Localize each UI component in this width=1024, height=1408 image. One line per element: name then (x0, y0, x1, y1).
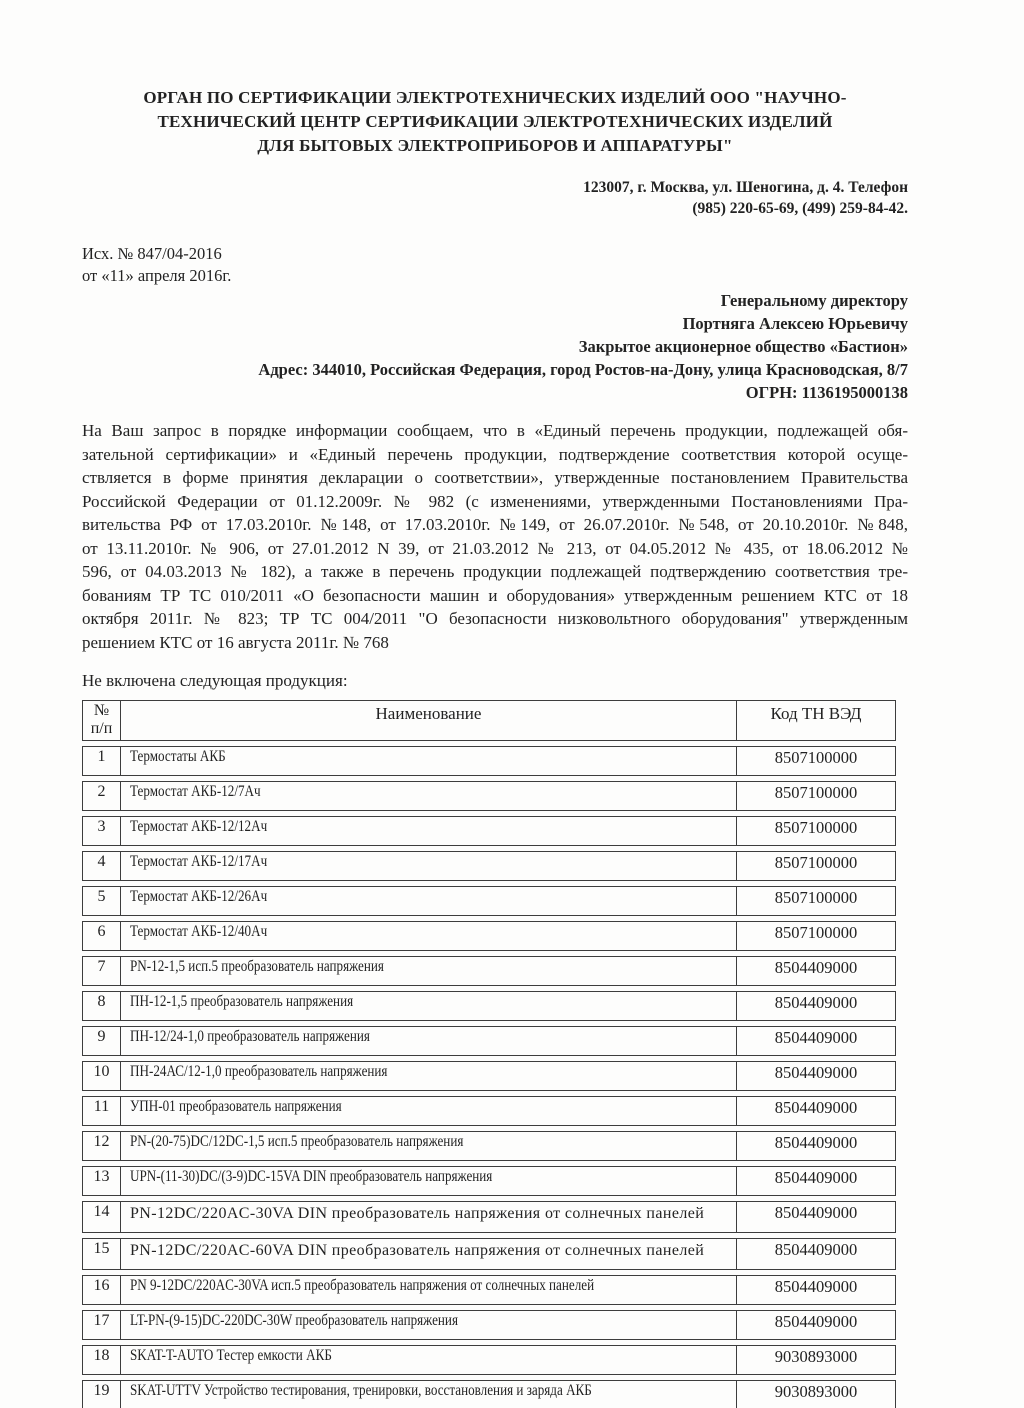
body-line: вительства РФ от 17.03.2010г. №148, от 17.03.2010г. №149, от 26.07.2010г. №548, от 20.10.2010г. №848, (82, 515, 908, 534)
addressee-line: Портняга Алексею Юрьевичу (682, 314, 908, 333)
body-line: бованиям ТР ТС 010/2011 «О безопасности машин и оборудования» утвержденным решением КТС от 18 (82, 585, 908, 605)
table-row (82, 991, 896, 1021)
product-name-cell (121, 887, 737, 915)
row-number-cell: 3 (83, 817, 121, 845)
row-number-cell: 11 (83, 1097, 121, 1125)
table-row (82, 1131, 896, 1161)
product-name-text: Термостат АКБ-12/12Ач (130, 818, 268, 835)
product-name-text: Термостат АКБ-12/7Ач (130, 783, 261, 800)
table-row (82, 1026, 896, 1056)
product-name-cell (121, 1167, 737, 1195)
table-row (82, 1380, 896, 1408)
table-row (82, 1166, 896, 1196)
product-name-cell (121, 1311, 737, 1339)
letterhead-title-line: ДЛЯ БЫТОВЫХ ЭЛЕКТРОПРИБОРОВ И АППАРАТУРЫ" (257, 136, 733, 155)
body-line: Российской Федерации от 01.12.2009г. № 982 (с изменениями, утвержденными Постановлениями Пра- (82, 491, 908, 511)
table-row (82, 746, 896, 776)
row-number-cell: 16 (83, 1276, 121, 1304)
product-name-cell (121, 747, 737, 775)
tnved-code-cell: 8507100000 (774, 888, 858, 907)
contact-line: 123007, г. Москва, ул. Шеногина, д. 4. Телефон (583, 179, 908, 196)
row-number-cell: 14 (83, 1202, 121, 1232)
letterhead-title-line: ОРГАН ПО СЕРТИФИКАЦИИ ЭЛЕКТРОТЕХНИЧЕСКИХ ИЗДЕЛИЙ ООО "НАУЧНО- (143, 88, 847, 107)
addressee-block (82, 289, 908, 404)
product-name-text: PN-12DC/220AC-60VA DIN преобразователь напряжения от солнечных панелей (130, 1242, 705, 1259)
product-name-text: LT-PN-(9-15)DC-220DC-30W преобразователь напряжения (130, 1312, 458, 1329)
product-name-text: SKAT-UTTV Устройство тестирования, тренировки, восстановления и заряда АКБ (130, 1382, 592, 1399)
table-intro: Не включена следующая продукция: (82, 671, 348, 690)
tnved-code-cell: 8504409000 (774, 1028, 858, 1047)
tnved-code-cell: 8504409000 (774, 1063, 858, 1082)
table-row (82, 781, 896, 811)
contact-line: (985) 220-65-69, (499) 259-84-42. (692, 200, 908, 217)
table-row (82, 1238, 896, 1270)
row-number-cell: 4 (83, 852, 121, 880)
addressee-line: Адрес: 344010, Российская Федерация, город Ростов-на-Дону, улица Красноводская, 8/7 (258, 360, 908, 379)
row-number-cell: 18 (83, 1346, 121, 1374)
table-row (82, 1310, 896, 1340)
row-number-cell: 1 (83, 747, 121, 775)
product-name-cell (121, 1276, 737, 1304)
letterhead-title (82, 86, 908, 158)
product-name-cell (121, 1381, 737, 1408)
table-row (82, 921, 896, 951)
body-line: зательной сертификации» и «Единый перечень продукции, подтверждение соответствия которой осуще- (82, 444, 908, 464)
tnved-code-cell: 9030893000 (774, 1382, 858, 1401)
table-row (82, 816, 896, 846)
product-name-cell (121, 922, 737, 950)
product-name-cell (121, 852, 737, 880)
tnved-code-cell: 8504409000 (774, 993, 858, 1012)
body-line: решением КТС от 16 августа 2011г. № 768 (82, 632, 389, 652)
product-name-cell (121, 992, 737, 1020)
product-name-cell (121, 1062, 737, 1090)
product-name-text: Термостат АКБ-12/26Ач (130, 888, 268, 905)
tnved-code-cell: 8504409000 (774, 1133, 858, 1152)
body-paragraph (82, 419, 908, 654)
tnved-code-cell: 8507100000 (774, 853, 858, 872)
letterhead-title-line: ТЕХНИЧЕСКИЙ ЦЕНТР СЕРТИФИКАЦИИ ЭЛЕКТРОТЕХНИЧЕСКИХ ИЗДЕЛИЙ (157, 112, 833, 131)
product-name-text: Термостат АКБ-12/17Ач (130, 853, 268, 870)
table-header-code: Код ТН ВЭД (770, 704, 862, 723)
addressee-line: ОГРН: 1136195000138 (745, 383, 908, 402)
table-row (82, 1345, 896, 1375)
addressee-line: Генеральному директору (720, 291, 908, 310)
tnved-code-cell: 8507100000 (774, 748, 858, 767)
outgoing-reference (82, 243, 908, 287)
reference-line: от «11» апреля 2016г. (82, 266, 232, 285)
tnved-code-cell: 8504409000 (774, 958, 858, 977)
row-number-cell: 13 (83, 1167, 121, 1195)
tnved-code-cell: 8504409000 (774, 1203, 858, 1222)
product-name-text: PN-(20-75)DC/12DC-1,5 исп.5 преобразователь напряжения (130, 1133, 464, 1150)
row-number-cell: 12 (83, 1132, 121, 1160)
product-name-text: PN-12-1,5 исп.5 преобразователь напряжения (130, 958, 384, 975)
table-row (82, 1096, 896, 1126)
body-line: ствляется в форме принятия декларации о соответствии», утвержденные постановлением Правительства (82, 468, 908, 487)
table-row (82, 956, 896, 986)
products-table (82, 700, 896, 1408)
product-name-text: PN 9-12DC/220AC-30VA исп.5 преобразователь напряжения от солнечных панелей (130, 1277, 595, 1294)
row-number-cell: 10 (83, 1062, 121, 1090)
reference-line: Исх. № 847/04-2016 (82, 244, 222, 263)
product-name-cell (121, 1346, 737, 1374)
row-number-cell: 5 (83, 887, 121, 915)
table-row (82, 1061, 896, 1091)
product-name-cell (121, 1202, 737, 1232)
tnved-code-cell: 8504409000 (774, 1240, 858, 1259)
product-name-text: PN-12DC/220AC-30VA DIN преобразователь напряжения от солнечных панелей (130, 1205, 705, 1222)
table-header-num-line1: № (93, 702, 110, 719)
product-name-text: ПН-24АС/12-1,0 преобразователь напряжения (130, 1063, 388, 1080)
row-number-cell: 9 (83, 1027, 121, 1055)
row-number-cell: 7 (83, 957, 121, 985)
tnved-code-cell: 9030893000 (774, 1347, 858, 1366)
product-name-cell (121, 817, 737, 845)
tnved-code-cell: 8504409000 (774, 1277, 858, 1296)
row-number-cell: 8 (83, 992, 121, 1020)
product-name-cell (121, 1132, 737, 1160)
tnved-code-cell: 8507100000 (774, 783, 858, 802)
table-header-num (83, 701, 121, 740)
product-name-text: SKAT-T-AUTO Тестер емкости АКБ (130, 1347, 332, 1364)
product-name-text: Термостаты АКБ (130, 748, 226, 765)
product-name-cell (121, 957, 737, 985)
table-row (82, 1275, 896, 1305)
row-number-cell: 15 (83, 1239, 121, 1269)
product-name-text: ПН-12-1,5 преобразователь напряжения (130, 993, 354, 1010)
body-line: На Ваш запрос в порядке информации сообщаем, что в «Единый перечень продукции, подлежащей обя- (82, 421, 908, 440)
body-line: октября 2011г. № 823; ТР ТС 004/2011 "О безопасности низковольтного оборудования" утвержденным (82, 609, 908, 628)
table-row (82, 1201, 896, 1233)
product-name-text: ПН-12/24-1,0 преобразователь напряжения (130, 1028, 370, 1045)
row-number-cell: 6 (83, 922, 121, 950)
table-body (82, 746, 896, 1408)
body-line: 596, от 04.03.2013 № 182), а также в перечень продукции подлежащей подтверждению соответствия тре- (82, 562, 908, 581)
tnved-code-cell: 8507100000 (774, 923, 858, 942)
letterhead-contact (82, 177, 908, 219)
row-number-cell: 19 (83, 1381, 121, 1408)
tnved-code-cell: 8504409000 (774, 1168, 858, 1187)
tnved-code-cell: 8507100000 (774, 818, 858, 837)
row-number-cell: 2 (83, 782, 121, 810)
tnved-code-cell: 8504409000 (774, 1098, 858, 1117)
table-header-row (82, 700, 896, 741)
product-name-text: UPN-(11-30)DC/(3-9)DC-15VA DIN преобразователь напряжения (130, 1168, 493, 1185)
product-name-cell (121, 782, 737, 810)
table-row (82, 851, 896, 881)
row-number-cell: 17 (83, 1311, 121, 1339)
product-name-cell (121, 1239, 737, 1269)
table-header-num-line2: п/п (90, 720, 113, 737)
body-line: от 13.11.2010г. № 906, от 27.01.2012 N 39, от 21.03.2012 № 213, от 04.05.2012 № 435, от 18.06.2012 № (82, 538, 908, 558)
table-header-name: Наименование (121, 701, 737, 740)
table-row (82, 886, 896, 916)
tnved-code-cell: 8504409000 (774, 1312, 858, 1331)
product-name-cell (121, 1097, 737, 1125)
product-name-text: Термостат АКБ-12/40Ач (130, 923, 268, 940)
product-name-cell (121, 1027, 737, 1055)
product-name-text: УПН-01 преобразователь напряжения (130, 1098, 342, 1115)
addressee-line: Закрытое акционерное общество «Бастион» (578, 337, 908, 356)
